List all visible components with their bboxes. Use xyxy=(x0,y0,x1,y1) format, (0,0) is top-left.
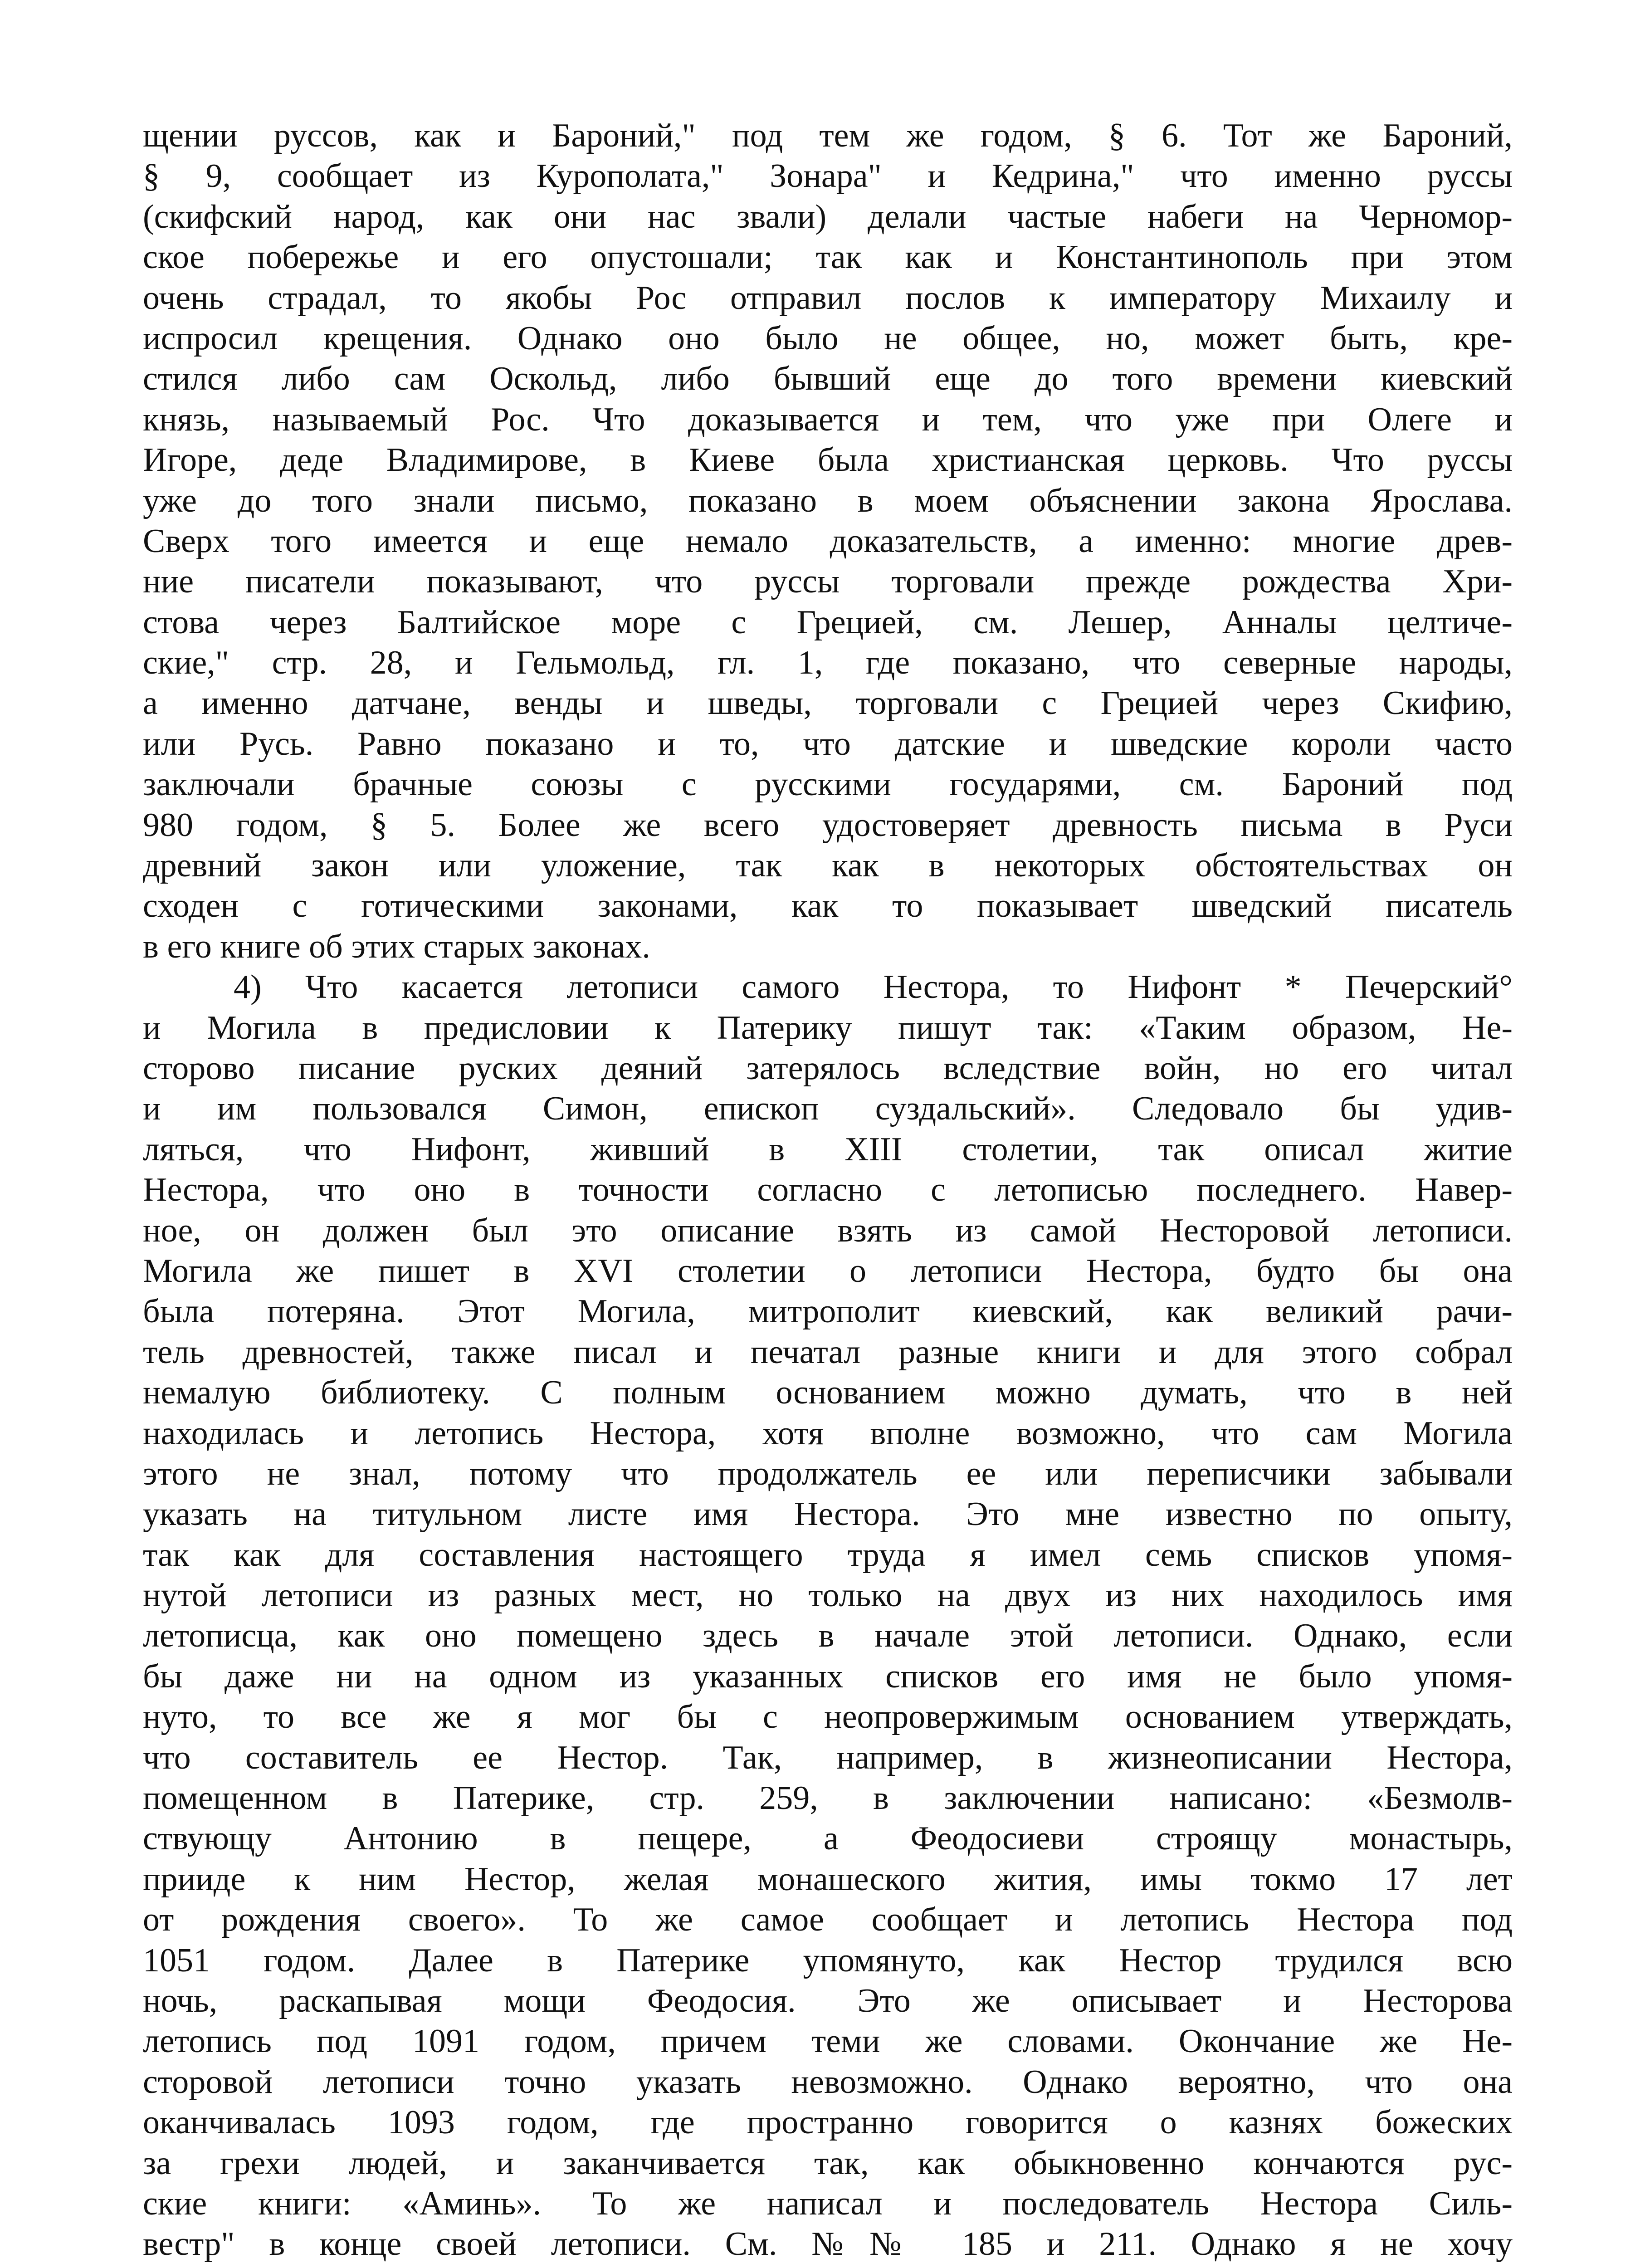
text-line: тель древностей, также писал и печатал разные книги и для этого собрал xyxy=(143,1333,1513,1371)
text-line: немалую библиотеку. С полным основанием можно думать, что в ней xyxy=(143,1374,1513,1412)
text-line: или Русь. Равно показано и то, что датские и шведские короли часто xyxy=(143,725,1513,763)
text-line: от рождения своего». То же самое сообщает и летопись Нестора под xyxy=(143,1901,1513,1939)
text-line: Сверх того имеется и еще немало доказательств, а именно: многие древ- xyxy=(143,522,1513,560)
text-line: и Могила в предисловии к Патерику пишут так: «Таким образом, Не- xyxy=(143,1009,1513,1046)
text-line: ские книги: «Аминь». То же написал и последователь Нестора Силь- xyxy=(143,2185,1513,2222)
text-line: прииде к ним Нестор, желая монашеского жития, имы токмо 17 лет xyxy=(143,1860,1513,1898)
text-line: ствующу Антонию в пещере, а Феодосиеви строящу монастырь, xyxy=(143,1820,1513,1857)
text-line: ское побережье и его опустошали; так как и Константинополь при этом xyxy=(143,239,1513,276)
text-line: помещенном в Патерике, стр. 259, в заключении написано: «Безмолв- xyxy=(143,1779,1513,1817)
text-line: а именно датчане, венды и шведы, торговали с Грецией через Скифию, xyxy=(143,684,1513,722)
text-line: ночь, раскапывая мощи Феодосия. Это же описывает и Несторова xyxy=(143,1982,1513,2019)
text-line: Нестора, что оно в точности согласно с летописью последнего. Навер- xyxy=(143,1171,1513,1209)
text-line: в его книге об этих старых законах. xyxy=(143,928,650,965)
text-line: 4) Что касается летописи самого Нестора, то Нифонт * Печерский° xyxy=(234,968,1513,1006)
text-line: этого не знал, потому что продолжатель ее или переписчики забывали xyxy=(143,1455,1513,1492)
text-line: нуто, то все же я мог бы с неопровержимым основанием утверждать, xyxy=(143,1698,1513,1736)
text-line: сходен с готическими законами, как то показывает шведский писатель xyxy=(143,887,1513,925)
text-line: что составитель ее Нестор. Так, например, в жизнеописании Нестора, xyxy=(143,1739,1513,1776)
text-line: § 9, сообщает из Курополата," Зонара" и Кедрина," что именно руссы xyxy=(143,157,1513,195)
text-line: 980 годом, § 5. Более же всего удостоверяет древность письма в Руси xyxy=(143,806,1513,844)
text-line: щении руссов, как и Бароний," под тем же годом, § 6. Тот же Бароний, xyxy=(143,117,1513,154)
text-line: и им пользовался Симон, епископ суздальский». Следовало бы удив- xyxy=(143,1090,1513,1128)
text-line: летописца, как оно помещено здесь в начале этой летописи. Однако, если xyxy=(143,1617,1513,1655)
text-line: летопись под 1091 годом, причем теми же словами. Окончание же Не- xyxy=(143,2023,1513,2060)
text-line: уже до того знали письмо, показано в моем объяснении закона Ярослава. xyxy=(143,482,1513,519)
text-line: древний закон или уложение, так как в некоторых обстоятельствах он xyxy=(143,847,1513,885)
text-line: бы даже ни на одном из указанных списков его имя не было упомя- xyxy=(143,1657,1513,1695)
text-line: ние писатели показывают, что руссы торговали прежде рождества Хри- xyxy=(143,563,1513,601)
text-line: Могила же пишет в XVI столетии о летописи Нестора, будто бы она xyxy=(143,1252,1513,1290)
text-line: за грехи людей, и заканчивается так, как обыкновенно кончаются рус- xyxy=(143,2144,1513,2182)
text-line: так как для составления настоящего труда я имел семь списков упомя- xyxy=(143,1536,1513,1574)
text-line: вестр" в конце своей летописи. См. №№ 185 и 211. Однако я не хочу xyxy=(143,2225,1513,2263)
text-line: ские," стр. 28, и Гельмольд, гл. 1, где показано, что северные народы, xyxy=(143,644,1513,682)
text-line: князь, называемый Рос. Что доказывается и тем, что уже при Олеге и xyxy=(143,401,1513,438)
text-line: оканчивалась 1093 годом, где пространно говорится о казнях божеских xyxy=(143,2104,1513,2141)
text-line: заключали брачные союзы с русскими государями, см. Бароний под xyxy=(143,766,1513,803)
text-line: стился либо сам Оскольд, либо бывший еще до того времени киевский xyxy=(143,360,1513,398)
text-line: указать на титульном листе имя Нестора. Это мне известно по опыту, xyxy=(143,1496,1513,1533)
text-line: стова через Балтийское море с Грецией, см. Лешер, Анналы целтиче- xyxy=(143,603,1513,641)
text-line: находилась и летопись Нестора, хотя вполне возможно, что сам Могила xyxy=(143,1414,1513,1452)
text-line: (скифский народ, как они нас звали) делали частые набеги на Черномор- xyxy=(143,198,1513,235)
text-line: ное, он должен был это описание взять из самой Несторовой летописи. xyxy=(143,1212,1513,1249)
text-line: ляться, что Нифонт, живший в XIII столетии, так описал житие xyxy=(143,1130,1513,1168)
text-line: очень страдал, то якобы Рос отправил послов к императору Михаилу и xyxy=(143,279,1513,317)
text-line: сторовой летописи точно указать невозможно. Однако вероятно, что она xyxy=(143,2063,1513,2101)
text-line: испросил крещения. Однако оно было не общее, но, может быть, кре- xyxy=(143,319,1513,357)
text-line: Игоре, деде Владимирове, в Киеве была христианская церковь. Что руссы xyxy=(143,441,1513,479)
text-line: сторово писание руских деяний затерялось вследствие войн, но его читал xyxy=(143,1049,1513,1087)
text-line: нутой летописи из разных мест, но только на двух из них находилось имя xyxy=(143,1577,1513,1614)
main-text-block xyxy=(143,116,1513,2265)
text-line: была потеряна. Этот Могила, митрополит киевский, как великий рачи- xyxy=(143,1293,1513,1330)
text-line: 1051 годом. Далее в Патерике упомянуто, как Нестор трудился всю xyxy=(143,1941,1513,1979)
